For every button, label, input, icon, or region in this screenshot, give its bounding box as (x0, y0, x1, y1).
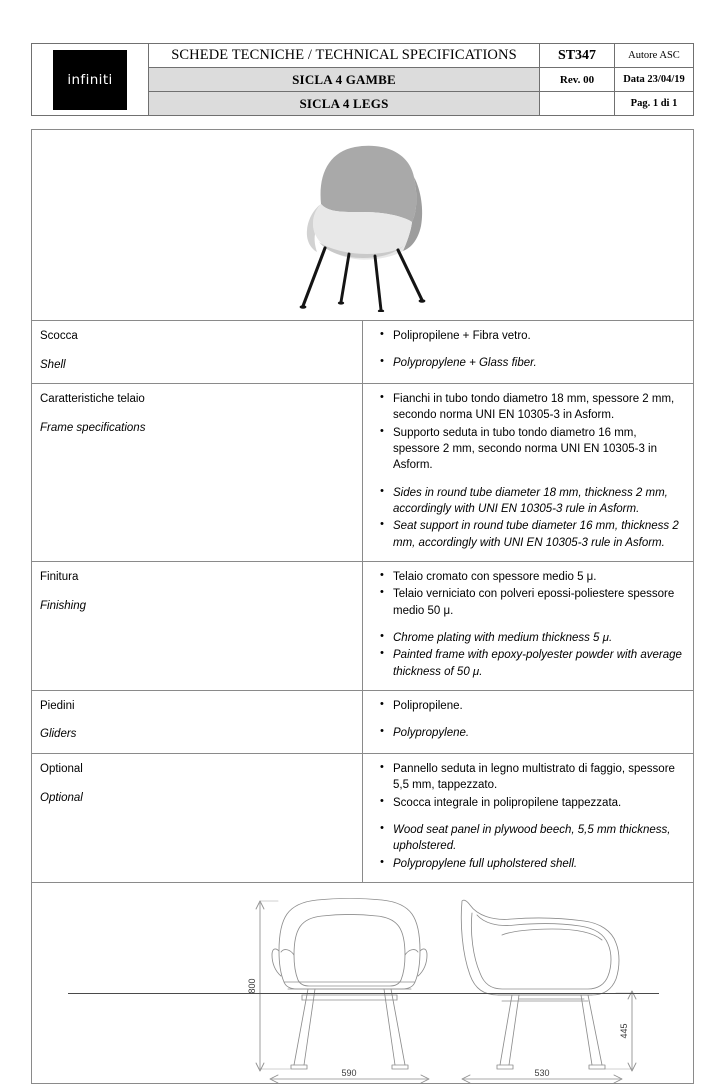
spec-item-it: • Telaio cromato con spessore medio 5 μ. (393, 569, 685, 585)
spec-label-cell (32, 384, 363, 562)
spec-label-en: Gliders (40, 728, 77, 741)
spec-label-en: Frame specifications (40, 421, 146, 434)
spec-item-it: • Scocca integrale in polipropilene tappezzata. (393, 795, 685, 811)
revision-field: Rev. 00 (540, 68, 615, 92)
spec-content-cell (363, 753, 694, 882)
spec-label-it: Optional (40, 762, 83, 775)
spec-item-en: • Polypropylene full upholstered shell. (393, 856, 685, 872)
front-height-dimension (256, 901, 290, 1071)
spec-content-cell (363, 321, 694, 384)
spec-row (32, 384, 694, 562)
spec-item-it: • Polipropilene + Fibra vetro. (393, 328, 685, 344)
side-view-drawing (461, 900, 619, 1069)
brand-logo-cell (32, 44, 149, 116)
spec-item-en: • Polypropylene. (393, 725, 685, 741)
side-depth-label: 530 (534, 1067, 550, 1078)
page-number-field: Pag. 1 di 1 (615, 92, 694, 116)
spec-item-it: • Pannello seduta in legno multistrato di faggio, spessore 5,5 mm, tappezzato. (393, 761, 685, 794)
document-code: ST347 (540, 44, 615, 68)
spec-label-cell (32, 321, 363, 384)
spec-item-en: • Sides in round tube diameter 18 mm, thickness 2 mm, accordingly with UNI EN 10305-3 rule in Asform. (393, 485, 685, 518)
spec-label-en: Finishing (40, 599, 87, 612)
technical-drawings-cell (32, 882, 694, 1083)
empty-cell (540, 92, 615, 116)
spec-label-it: Caratteristiche telaio (40, 393, 145, 406)
document-title: SCHEDE TECNICHE / TECHNICAL SPECIFICATIONS (149, 44, 540, 68)
spec-content-cell (363, 384, 694, 562)
header-row-1 (32, 44, 694, 68)
spec-label-cell (32, 561, 363, 690)
spec-content-cell (363, 561, 694, 690)
spec-item-it: • Fianchi in tubo tondo diametro 18 mm, spessore 2 mm, secondo norma UNI EN 10305-3 in Asform. (393, 391, 685, 424)
spec-label-en: Optional (40, 791, 83, 804)
model-name-en: SICLA 4 LEGS (149, 92, 540, 116)
specification-table (31, 129, 694, 1084)
spec-item-it: • Polipropilene. (393, 698, 685, 714)
spec-item-en: • Polypropylene + Glass fiber. (393, 355, 685, 371)
side-seat-height-label: 445 (619, 1023, 629, 1039)
document-header-table (31, 43, 694, 116)
spec-item-en: • Wood seat panel in plywood beech, 5,5 mm thickness, upholstered. (393, 822, 685, 855)
model-name-it: SICLA 4 GAMBE (149, 68, 540, 92)
spec-item-it: • Supporto seduta in tubo tondo diametro 16 mm, spessore 2 mm, secondo norma UNI EN 10305-3 in Asform. (393, 425, 685, 474)
logo-wordmark: infiniti (67, 71, 113, 88)
spec-bullet-list (371, 328, 685, 372)
author-field: Autore ASC (615, 44, 694, 68)
spec-item-it: • Telaio verniciato con polveri epossi-poliestere spessore medio 50 μ. (393, 586, 685, 619)
spec-row (32, 561, 694, 690)
spec-label-en: Shell (40, 358, 66, 371)
date-field: Data 23/04/19 (615, 68, 694, 92)
chair-photo (263, 130, 463, 312)
spec-bullet-list (371, 569, 685, 680)
spec-bullet-list (371, 391, 685, 551)
footer-divider (68, 993, 659, 994)
spec-bullet-list (371, 761, 685, 872)
dimension-drawings (32, 883, 693, 1083)
spec-label-cell (32, 753, 363, 882)
front-height-label: 800 (247, 978, 257, 994)
technical-drawings-row (32, 882, 694, 1083)
spec-label-it: Finitura (40, 570, 79, 583)
spec-row (32, 753, 694, 882)
product-photo-cell (32, 130, 694, 321)
spec-item-en: • Chrome plating with medium thickness 5 μ. (393, 630, 685, 646)
spec-row (32, 321, 694, 384)
spec-label-cell (32, 690, 363, 753)
infiniti-logo (53, 50, 127, 110)
spec-item-en: • Seat support in round tube diameter 16 mm, thickness 2 mm, accordingly with UNI EN 10305-3 rule in Asform. (393, 518, 685, 551)
product-photo-row (32, 130, 694, 321)
spec-label-it: Scocca (40, 330, 78, 342)
spec-label-it: Piedini (40, 699, 75, 712)
spec-item-en: • Painted frame with epoxy-polyester powder with average thickness of 50 μ. (393, 647, 685, 680)
spec-content-cell (363, 690, 694, 753)
spec-row (32, 690, 694, 753)
front-width-label: 590 (341, 1067, 357, 1078)
front-view-drawing (272, 898, 427, 1069)
spec-bullet-list (371, 698, 685, 742)
